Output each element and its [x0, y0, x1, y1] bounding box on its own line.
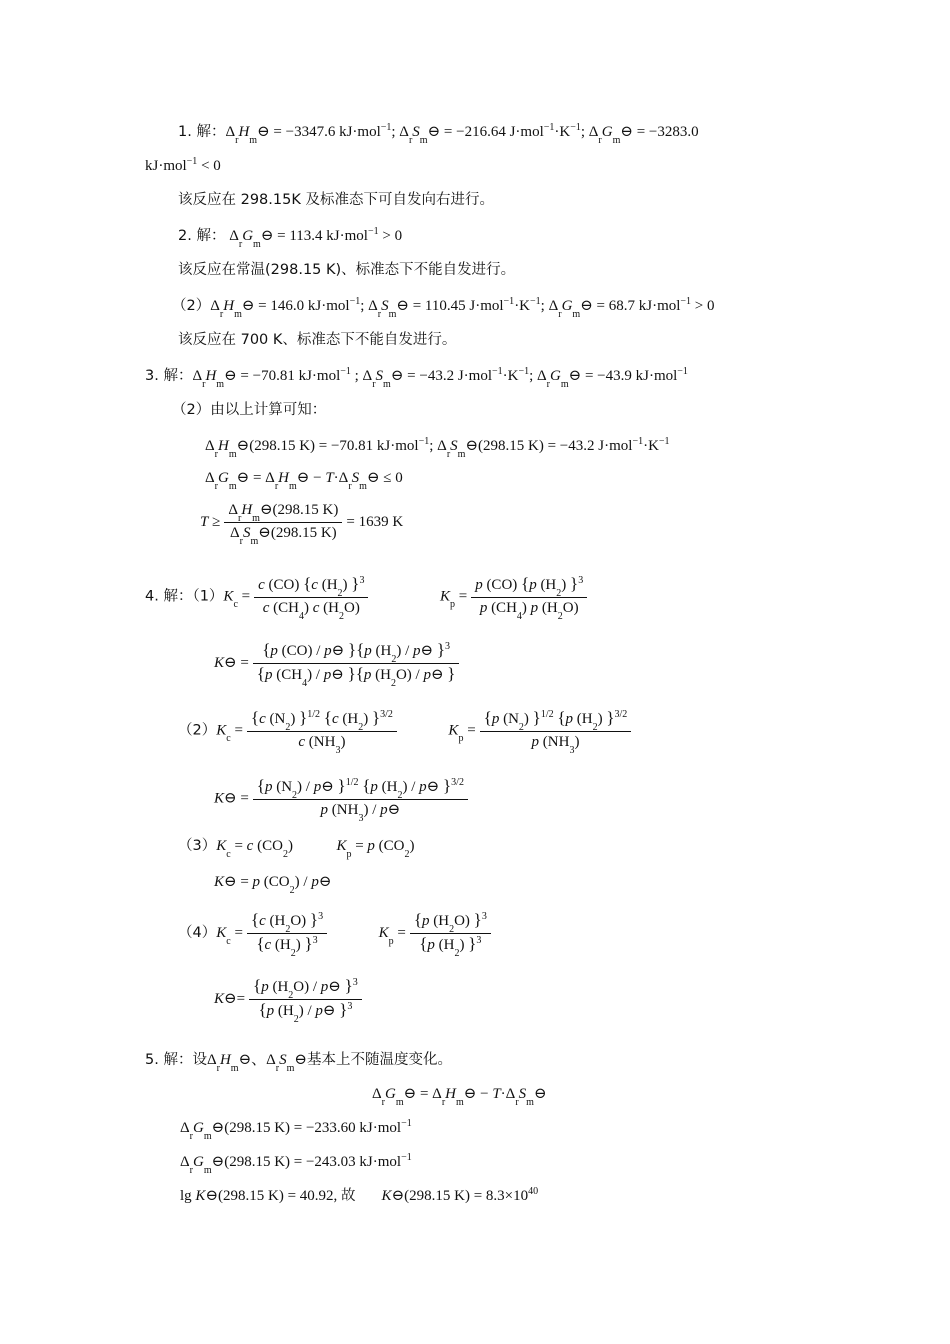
a3-line5: T ≥ $\Delta_rH_m⊖(298.15$ K) $\Delta_rS_m⊖(298.15$ K) = 1639 K [200, 502, 404, 547]
a4-part3-k: $(3)K_c = c$ $(CO_2) K_p = p$ $(CO_2)$ [178, 838, 415, 860]
a4-part2-kstd: K⊖ = $\frac{\{p (N_2) / p⊖ \}^{1/2} \{p (H_2) / p⊖ \}^{3/2}}{p (NH_3) / p⊖}$ [214, 776, 472, 822]
a4-part1-k: 4. 解：$(1)K_c$ = $\frac{c (CO) \{c (H_2) \}^3}{c (CH_4) c (H_2O)}$ $K_p$ = $\frac{p (CO) \{p (H_2) \}^3}{p (CH_4) p (H_2O)}$ [145, 574, 591, 620]
a3-line2: （2）由以上计算可知： [172, 402, 327, 418]
a5-line1: 5. 解：设$\Delta_rH_m⊖$、$\Delta_rS_m⊖$基本上不随温度变化。 [145, 1052, 452, 1074]
a4-part4-kstd: K⊖= $\frac{\{p (H_2O) / p⊖ \}^3}{\{p (H_2) / p⊖ \}^3}$ [214, 976, 366, 1023]
a4-part3-kstd: K⊖ = p $(CO_2)$ / p⊖ [214, 874, 332, 896]
a2-conclusion1: 该反应在常温(298.15 K)、标准态下不能自发进行。 [178, 262, 516, 278]
a4-part4-k: $(4)K_c$ = $\frac{\{c (H_2O) \}^3}{\{c (H_2) \}^3}$ $K_p$ = $\frac{\{p (H_2O) \}^3}{\{p (H_2) \}^3}$ [178, 910, 495, 957]
a1-line1: 1. 解：$\Delta_rH_m⊖ = -3347.6$ kJ·mol$^{-1}$; $\Delta_rS_m⊖ = -216.64$ $J\cdot mol^{-1}\cdot K^{-1}$; $\Delta_rG_m⊖ = -3283.0$ [178, 122, 699, 146]
a1-conclusion: 该反应在 298.15K 及标准态下可自发向右进行。 [178, 192, 494, 208]
a1-line2: kJ·mol$^{-1}$ < 0 [145, 156, 221, 174]
a5-line3: $\Delta_rG_m⊖(298.15$ K) = −233.60 kJ·mol$^{-1}$ [180, 1118, 412, 1142]
a4-part1-kstd: K⊖ = $\frac{\{p (CO) / p⊖ \}\{p (H_2) / p⊖ \}^3}{\{p (CH_4) / p⊖ \}\{p (H_2O) / p⊖ \}}$ [214, 640, 463, 687]
a5-line4: $\Delta_rG_m⊖(298.15$ K) = −243.03 kJ·mol$^{-1}$ [180, 1152, 412, 1176]
a3-line1: 3. 解：$\Delta_rH_m⊖ = -70.81$ kJ·mol$^{-1}$ ; $\Delta_rS_m⊖ = -43.2$ $J\cdot mol^{-1}\cdot K^{-1}$; $\Delta_rG_m⊖ = -43.9$ kJ·mol$^{-1}$ [145, 366, 688, 390]
a5-line2: $\Delta_rG_m⊖$ = $\Delta_rH_m⊖$ − $T\cdot\Delta_rS_m⊖$ [372, 1086, 547, 1108]
a2-line1: 2. 解： $\Delta_rG_m⊖ = 113.4$ kJ·mol$^{-1}$ > 0 [178, 226, 403, 250]
a5-line5: lg K⊖(298.15 K) = 40.92, 故 K⊖(298.15 $K) = 8.3\times 10^{40}$ [180, 1186, 539, 1204]
a2-conclusion2: 该反应在 700 K、标准态下不能自发进行。 [178, 332, 457, 348]
a3-line3: $\Delta_rH_m⊖(298.15$ K) = −70.81 kJ·mol$^{-1}$; $\Delta_rS_m⊖(298.15$ K) = −43.2 $J\cdot mol^{-1}\cdot K^{-1}$ [205, 436, 670, 460]
a4-part2-k: $(2)K_c$ = $\frac{\{c (N_2) \}^{1/2} \{c (H_2) \}^{3/2}}{c (NH_3)}$ $K_p$ = $\frac{\{p (N_2) \}^{1/2} \{p (H_2) \}^{3/2}}{p (NH_3)}$ [178, 708, 635, 754]
a3-line4: $\Delta_rG_m⊖$ = $\Delta_rH_m⊖$ − $T\cdot\Delta_rS_m⊖ \le 0$ [205, 470, 403, 492]
a2-line2: $(2)\Delta_rH_m⊖ = 146.0$ kJ·mol$^{-1}$; $\Delta_rS_m⊖ = 110.45$ $J\cdot mol^{-1}\cdot K^{-1}$; $\Delta_rG_m⊖ = 68.7$ kJ·mol$^{-1}$ > 0 [172, 296, 715, 320]
